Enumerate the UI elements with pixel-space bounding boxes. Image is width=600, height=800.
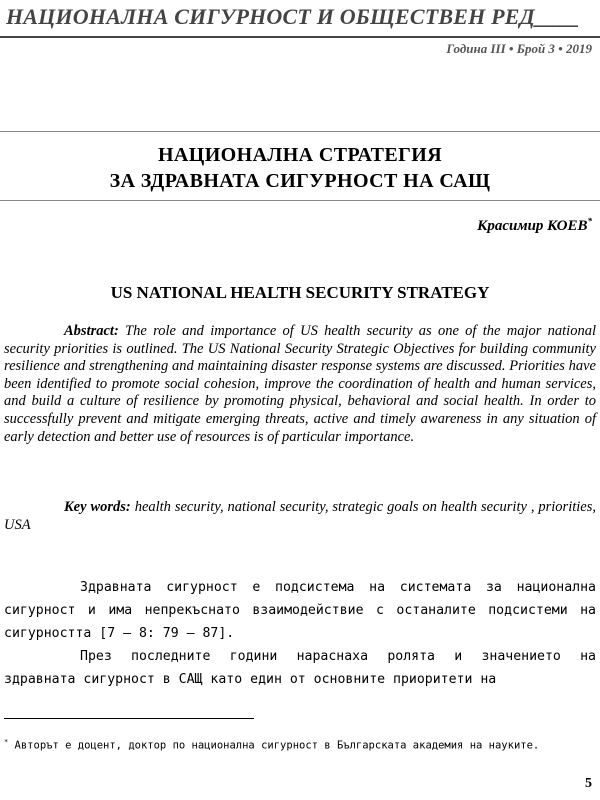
footnote-rule xyxy=(4,718,254,719)
abstract-text: The role and importance of US health security as one of the major national security priorities is outlined. The US National Security Strategic Objectives for building community resilience and strengthening and maintaining disaster response systems are discussed. Priorities have been identified to promote social cohesion, improve the coordination of health and human services, and build a culture of resilience by promoting physical, behavioral and social health. In order to successfully prevent and mitigate emerging threats, active and timely awareness in any situation of early detection and better use of resources is of particular importance. xyxy=(4,323,596,445)
body-paragraph-2: През последните години нараснаха ролята и значението на здравната сигурност в САЩ като един от основните приоритети на xyxy=(4,649,596,687)
keywords-text: health security, national security, strategic goals on health security , priorities, USA xyxy=(4,499,596,533)
page-number: 5 xyxy=(585,776,592,791)
body-text xyxy=(4,576,596,691)
keywords xyxy=(4,498,596,534)
journal-issue-info: Година III • Брой 3 • 2019 xyxy=(446,41,592,56)
author-footnote-mark[interactable]: * xyxy=(587,216,592,226)
article-title-line-1: НАЦИОНАЛНА СТРАТЕГИЯ xyxy=(157,144,443,166)
article-title-line-2: ЗА ЗДРАВНАТА СИГУРНОСТ НА САЩ xyxy=(109,170,491,192)
journal-header-rule xyxy=(0,36,600,38)
author-name-text: Красимир КОЕВ xyxy=(477,218,588,234)
footnote-text: Авторът е доцент, доктор по национална сигурност в Българската академия на науките. xyxy=(8,739,540,752)
footnote-mark: * xyxy=(4,738,9,746)
abstract xyxy=(4,323,596,446)
article-title xyxy=(0,142,600,194)
title-top-rule xyxy=(0,131,600,132)
body-paragraph-1: Здравната сигурност е подсистема на системата за национална сигурност и има непрекъснато взаимодействие с останалите подсистеми на сигурността [7 – 8: 79 – 87]. xyxy=(4,580,596,641)
english-title: US NATIONAL HEALTH SECURITY STRATEGY xyxy=(110,283,490,302)
author-name xyxy=(477,216,592,235)
keywords-label: Key words: xyxy=(64,499,131,515)
title-bottom-rule xyxy=(0,200,600,201)
footnote xyxy=(4,735,596,754)
abstract-label: Abstract: xyxy=(64,323,119,339)
journal-title: НАЦИОНАЛНА СИГУРНОСТ И ОБЩЕСТВЕН РЕД____ xyxy=(6,4,580,29)
